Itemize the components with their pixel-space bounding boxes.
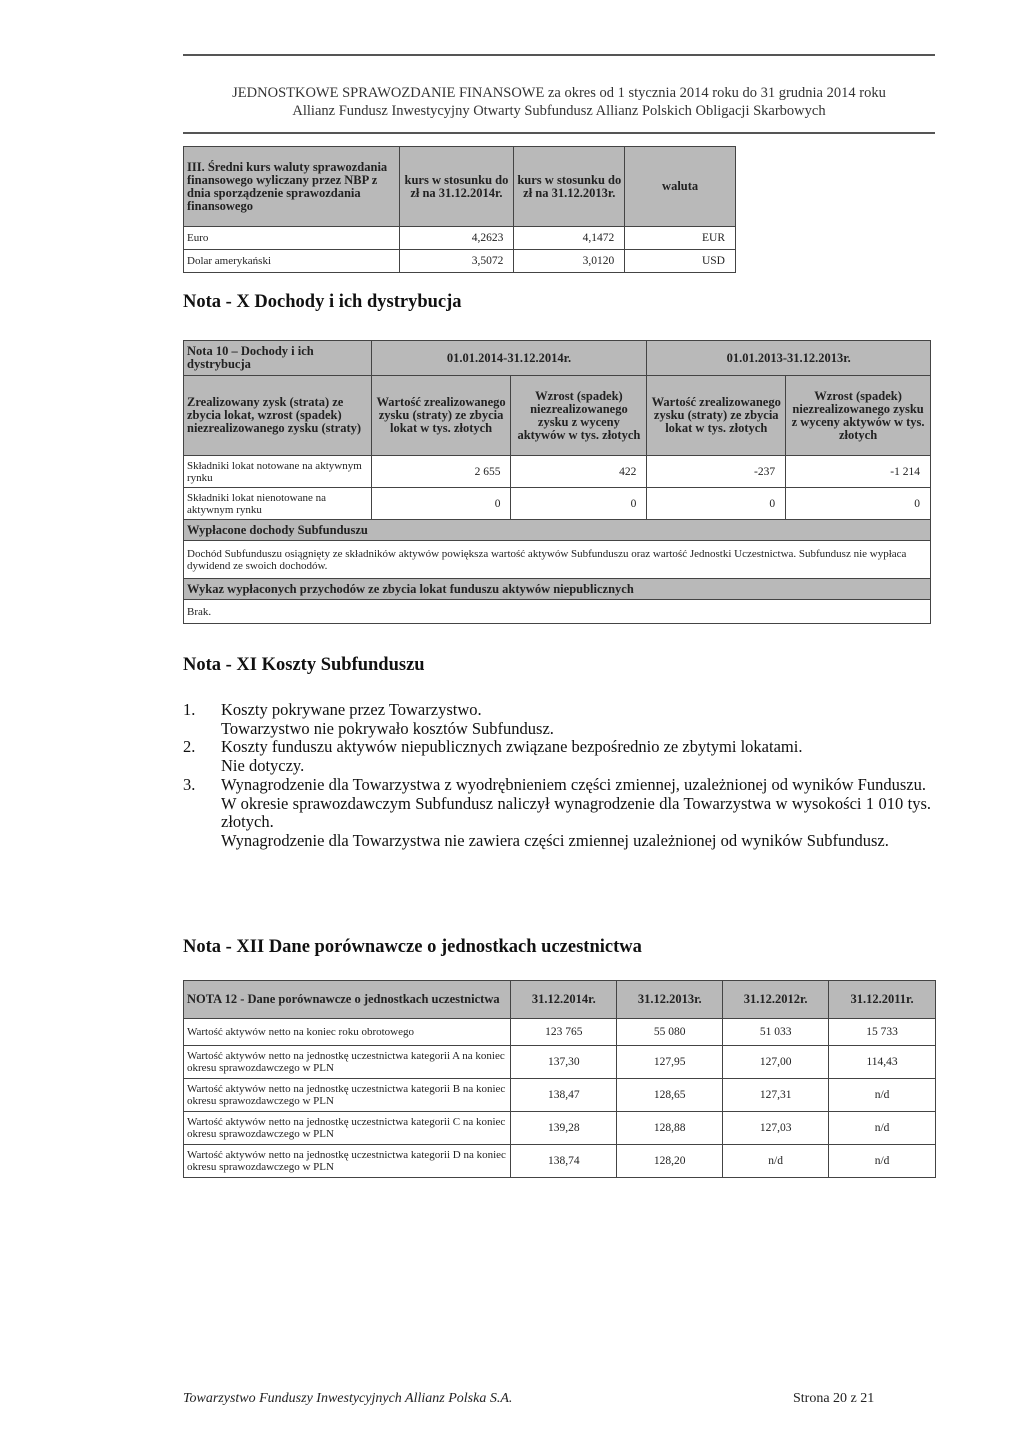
realized-2013-header: Wartość zrealizowanego zysku (straty) ze zbycia lokat w tys. złotych xyxy=(647,376,786,456)
income-text: Brak. xyxy=(184,600,931,624)
value-cell: 139,28 xyxy=(511,1112,617,1145)
unrealized-2014-header: Wzrost (spadek) niezrealizowanego zysku z wyceny aktywów w tys. złotych xyxy=(511,376,647,456)
list-item xyxy=(183,738,931,775)
income-distribution-table xyxy=(183,340,931,624)
value-cell: 138,47 xyxy=(511,1079,617,1112)
header-subtitle: Allianz Fundusz Inwestycyjny Otwarty Subfundusz Allianz Polskich Obligacji Skarbowych xyxy=(292,103,826,119)
nota-12-title-cell: NOTA 12 - Dane porównawcze o jednostkach uczestnictwa xyxy=(184,981,511,1019)
row-label: Składniki lokat nienotowane na aktywnym rynku xyxy=(184,488,372,520)
item-text: Nie dotyczy. xyxy=(221,756,305,776)
value-cell: n/d xyxy=(829,1145,936,1178)
value-cell: 2 655 xyxy=(371,456,511,488)
value-cell: 137,30 xyxy=(511,1046,617,1079)
header-rule xyxy=(183,132,935,134)
header-cell: kurs w stosunku do zł na 31.12.2014r. xyxy=(399,147,514,227)
row-label: Wartość aktywów netto na jednostkę uczestnictwa kategorii C na koniec okresu sprawozdawczego w PLN xyxy=(184,1112,511,1145)
currency-code: USD xyxy=(625,250,736,273)
income-title-row xyxy=(184,579,931,600)
table-row xyxy=(184,488,931,520)
payout-text: Dochód Subfunduszu osiągnięty ze składników aktywów powiększa wartość aktywów Subfunduszu oraz wartość Jednostki Uczestnictwa. Subfundusz nie wypłaca dywidend ze swoich dochodów. xyxy=(184,541,931,579)
currency-name: Dolar amerykański xyxy=(184,250,400,273)
nota-10-title-cell: Nota 10 – Dochody i ich dystrybucja xyxy=(184,341,372,376)
currency-code: EUR xyxy=(625,227,736,250)
header-cell: kurs w stosunku do zł na 31.12.2013r. xyxy=(514,147,625,227)
item-text: Wynagrodzenie dla Towarzystwa nie zawiera części zmiennej uzależnionej od wyników Subfundusz. xyxy=(221,830,889,850)
row-label: Wartość aktywów netto na jednostkę uczestnictwa kategorii B na koniec okresu sprawozdawczego w PLN xyxy=(184,1079,511,1112)
value-cell: 15 733 xyxy=(829,1019,936,1046)
list-item xyxy=(183,701,931,738)
period-2014: 01.01.2014-31.12.2014r. xyxy=(371,341,647,376)
costs-list xyxy=(183,701,931,851)
table-row xyxy=(184,1079,936,1112)
table-header-row xyxy=(184,981,936,1019)
period-row xyxy=(184,341,931,376)
unrealized-2013-header: Wzrost (spadek) niezrealizowanego zysku z wyceny aktywów w tys. złotych xyxy=(786,376,931,456)
table-header-row xyxy=(184,147,736,227)
row-label: Wartość aktywów netto na koniec roku obrotowego xyxy=(184,1019,511,1046)
list-item xyxy=(183,776,931,851)
realized-gain-header: Zrealizowany zysk (strata) ze zbycia lokat, wzrost (spadek) niezrealizowanego zysku (straty) xyxy=(184,376,372,456)
payout-text-row xyxy=(184,541,931,579)
rate-2013: 4,1472 xyxy=(514,227,625,250)
value-cell: n/d xyxy=(829,1079,936,1112)
value-cell: 128,88 xyxy=(617,1112,723,1145)
realized-2014-header: Wartość zrealizowanego zysku (straty) ze zbycia lokat w tys. złotych xyxy=(371,376,511,456)
payout-title: Wypłacone dochody Subfunduszu xyxy=(184,520,931,541)
period-2013: 01.01.2013-31.12.2013r. xyxy=(647,341,931,376)
item-text: Towarzystwo nie pokrywało kosztów Subfundusz. xyxy=(221,718,554,738)
value-cell: 55 080 xyxy=(617,1019,723,1046)
value-cell: -1 214 xyxy=(786,456,931,488)
income-title: Wykaz wypłaconych przychodów ze zbycia lokat funduszu aktywów niepublicznych xyxy=(184,579,931,600)
value-cell: 127,03 xyxy=(723,1112,829,1145)
value-cell: 127,00 xyxy=(723,1046,829,1079)
header-title: JEDNOSTKOWE SPRAWOZDANIE FINANSOWE za okres od 1 stycznia 2014 roku do 31 grudnia 2014 roku xyxy=(232,85,886,101)
rate-2014: 3,5072 xyxy=(399,250,514,273)
currency-rate-table xyxy=(183,146,736,273)
page-number: Strona 20 z 21 xyxy=(793,1391,875,1406)
table-row xyxy=(184,1145,936,1178)
section-title-nota-10: Nota - X Dochody i ich dystrybucja xyxy=(183,292,462,312)
table-row xyxy=(184,456,931,488)
value-cell: 0 xyxy=(647,488,786,520)
value-cell: 128,20 xyxy=(617,1145,723,1178)
page-header xyxy=(183,84,935,120)
section-title-nota-12: Nota - XII Dane porównawcze o jednostkach uczestnictwa xyxy=(183,937,642,957)
table-row xyxy=(184,1019,936,1046)
column-header-row xyxy=(184,376,931,456)
value-cell: 138,74 xyxy=(511,1145,617,1178)
item-text: Koszty pokrywane przez Towarzystwo. xyxy=(221,700,482,719)
row-label: Wartość aktywów netto na jednostkę uczestnictwa kategorii D na koniec okresu sprawozdawczego w PLN xyxy=(184,1145,511,1178)
item-text: Koszty funduszu aktywów niepublicznych związane bezpośrednio ze zbytymi lokatami. xyxy=(221,737,803,757)
date-header: 31.12.2014r. xyxy=(511,981,617,1019)
date-header: 31.12.2011r. xyxy=(829,981,936,1019)
value-cell: 422 xyxy=(511,456,647,488)
payout-title-row xyxy=(184,520,931,541)
value-cell: 127,31 xyxy=(723,1079,829,1112)
top-rule xyxy=(183,54,935,56)
value-cell: 114,43 xyxy=(829,1046,936,1079)
value-cell: 0 xyxy=(511,488,647,520)
table-row xyxy=(184,1112,936,1145)
header-cell: waluta xyxy=(625,147,736,227)
item-number: 2. xyxy=(183,737,196,757)
row-label: Wartość aktywów netto na jednostkę uczestnictwa kategorii A na koniec okresu sprawozdawczego w PLN xyxy=(184,1046,511,1079)
table-row xyxy=(184,227,736,250)
income-text-row xyxy=(184,600,931,624)
table-row xyxy=(184,250,736,273)
date-header: 31.12.2013r. xyxy=(617,981,723,1019)
comparative-data-table xyxy=(183,980,936,1178)
value-cell: 123 765 xyxy=(511,1019,617,1046)
value-cell: 0 xyxy=(371,488,511,520)
date-header: 31.12.2012r. xyxy=(723,981,829,1019)
rate-2014: 4,2623 xyxy=(399,227,514,250)
item-text: W okresie sprawozdawczym Subfundusz naliczył wynagrodzenie dla Towarzystwa w wysokości 1 010 tys. złotych. xyxy=(221,793,931,832)
value-cell: 128,65 xyxy=(617,1079,723,1112)
item-text: Wynagrodzenie dla Towarzystwa z wyodrębnieniem części zmiennej, uzależnionej od wyników Funduszu. xyxy=(221,774,926,794)
currency-name: Euro xyxy=(184,227,400,250)
footer-company: Towarzystwo Funduszy Inwestycyjnych Allianz Polska S.A. xyxy=(183,1391,513,1406)
section-title-nota-11: Nota - XI Koszty Subfunduszu xyxy=(183,655,425,675)
value-cell: n/d xyxy=(829,1112,936,1145)
row-label: Składniki lokat notowane na aktywnym rynku xyxy=(184,456,372,488)
header-cell: III. Średni kurs waluty sprawozdania finansowego wyliczany przez NBP z dnia sporządzenie sprawozdania finansowego xyxy=(184,147,400,227)
value-cell: 0 xyxy=(786,488,931,520)
value-cell: 127,95 xyxy=(617,1046,723,1079)
value-cell: 51 033 xyxy=(723,1019,829,1046)
item-number: 3. xyxy=(183,774,196,794)
item-number: 1. xyxy=(183,700,196,719)
value-cell: n/d xyxy=(723,1145,829,1178)
rate-2013: 3,0120 xyxy=(514,250,625,273)
value-cell: -237 xyxy=(647,456,786,488)
table-row xyxy=(184,1046,936,1079)
